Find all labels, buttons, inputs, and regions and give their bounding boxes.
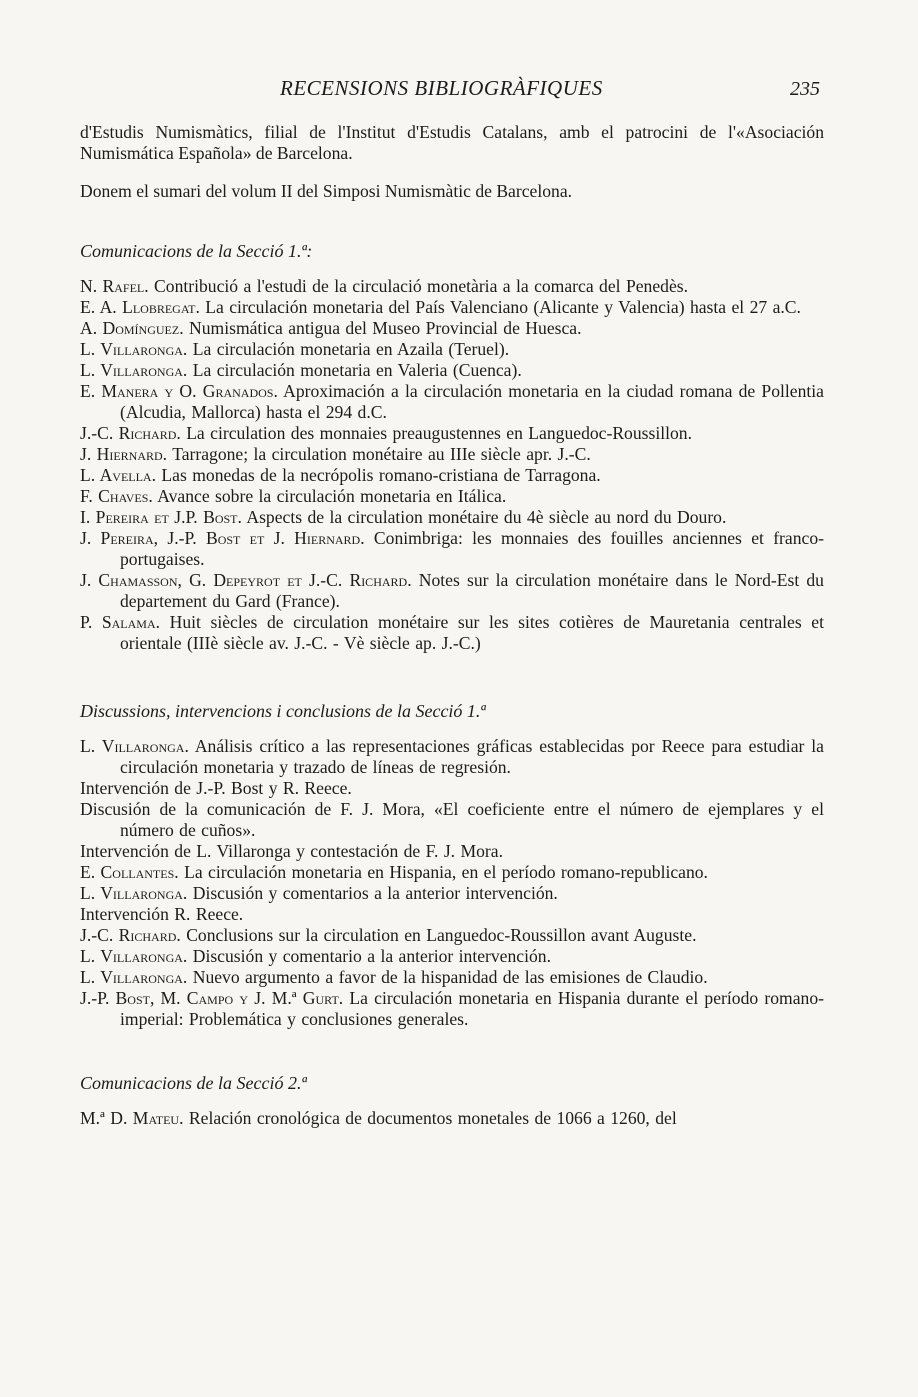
entry-title: Aspects de la circulation monétaire du 4è siècle au nord du Douro. bbox=[246, 507, 727, 527]
bibliography-entry bbox=[80, 507, 824, 528]
entry-author: A. Domínguez. bbox=[80, 318, 184, 338]
entry-author: N. Rafel. bbox=[80, 276, 149, 296]
bibliography-entry bbox=[80, 612, 824, 654]
entry-author: P. Salama. bbox=[80, 612, 161, 632]
bibliography-entry bbox=[80, 883, 824, 904]
entry-author: M.ª D. Mateu. bbox=[80, 1108, 184, 1128]
section3-entries bbox=[80, 1108, 824, 1129]
entry-title: Intervención de J.-P. Bost y R. Reece. bbox=[80, 778, 352, 798]
entry-title: Huit siècles de circulation monétaire sur les sites cotières de Mauretania centrales et orientale (IIIè siècle av. J.-C. - Vè siècle ap. J.-C.) bbox=[120, 612, 825, 653]
bibliography-entry bbox=[80, 988, 824, 1030]
entry-author: J. Chamasson, G. Depeyrot et J.-C. Richard. bbox=[80, 570, 412, 590]
entry-title: Notes sur la circulation monétaire dans le Nord-Est du departement du Gard (France). bbox=[120, 570, 824, 611]
section1-entries bbox=[80, 276, 824, 654]
entry-title: Avance sobre la circulación monetaria en Itálica. bbox=[157, 486, 507, 506]
summary-note: Donem el sumari del volum II del Simposi Numismàtic de Barcelona. bbox=[80, 181, 573, 201]
section-heading-3: Comunicacions de la Secció 2.ª bbox=[80, 1073, 307, 1093]
entry-title: Discusión de la comunicación de F. J. Mora, «El coeficiente entre el número de ejemplares y el número de cuños». bbox=[80, 799, 824, 840]
entry-title: Conclusions sur la circulation en Languedoc-Roussillon avant Auguste. bbox=[186, 925, 697, 945]
entry-author: L. Villaronga. bbox=[80, 883, 188, 903]
entry-title: Análisis crítico a las representaciones gráficas establecidas por Reece para estudiar la circulación monetaria y trazado de líneas de regresión. bbox=[120, 736, 824, 777]
entry-title: Numismática antigua del Museo Provincial de Huesca. bbox=[189, 318, 582, 338]
bibliography-entry bbox=[80, 946, 824, 967]
bibliography-entry bbox=[80, 778, 824, 799]
bibliography-entry bbox=[80, 736, 824, 778]
entry-author: L. Villaronga. bbox=[80, 946, 188, 966]
section2-entries bbox=[80, 736, 824, 1030]
section-heading-1: Comunicacions de la Secció 1.ª: bbox=[80, 241, 313, 261]
entry-author: J. Hiernard. bbox=[80, 444, 168, 464]
entry-title: Relación cronológica de documentos monetales de 1066 a 1260, del bbox=[188, 1108, 677, 1128]
bibliography-entry bbox=[80, 297, 824, 318]
entry-title: Conimbriga: les monnaies des fouilles anciennes et franco-portugaises. bbox=[120, 528, 824, 569]
entry-author: L. Villaronga. bbox=[80, 360, 188, 380]
bibliography-entry bbox=[80, 444, 824, 465]
entry-title: La circulación monetaria del País Valenciano (Alicante y Valencia) hasta el 27 a.C. bbox=[205, 297, 801, 317]
entry-title: Tarragone; la circulation monétaire au IIIe siècle apr. J.-C. bbox=[172, 444, 591, 464]
bibliography-entry bbox=[80, 925, 824, 946]
bibliography-entry bbox=[80, 862, 824, 883]
bibliography-entry bbox=[80, 799, 824, 841]
entry-author: L. Villaronga. bbox=[80, 339, 188, 359]
bibliography-entry bbox=[80, 841, 824, 862]
bibliography-entry bbox=[80, 1108, 824, 1129]
entry-author: I. Pereira et J.P. Bost. bbox=[80, 507, 242, 527]
bibliography-entry bbox=[80, 967, 824, 988]
running-title: RECENSIONS BIBLIOGRÀFIQUES bbox=[280, 76, 603, 100]
entry-title: Intervención R. Reece. bbox=[80, 904, 244, 924]
entry-title: La circulación monetaria en Hispania, en el período romano-republicano. bbox=[184, 862, 708, 882]
page-number: 235 bbox=[790, 78, 820, 100]
bibliography-entry bbox=[80, 486, 824, 507]
page-content bbox=[80, 122, 824, 1129]
entry-author: L. Villaronga. bbox=[80, 736, 189, 756]
entry-author: E. Collantes. bbox=[80, 862, 179, 882]
bibliography-entry bbox=[80, 465, 824, 486]
entry-title: La circulación monetaria en Azaila (Teruel). bbox=[192, 339, 510, 359]
entry-title: Nuevo argumento a favor de la hispanidad de las emisiones de Claudio. bbox=[192, 967, 708, 987]
entry-title: Las monedas de la necrópolis romano-cristiana de Tarragona. bbox=[161, 465, 601, 485]
bibliography-entry bbox=[80, 423, 824, 444]
entry-title: La circulación monetaria en Hispania durante el período romano-imperial: Problemática y conclusiones generales. bbox=[120, 988, 824, 1029]
entry-title: Discusión y comentario a la anterior intervención. bbox=[192, 946, 551, 966]
entry-title: Intervención de L. Villaronga y contestación de F. J. Mora. bbox=[80, 841, 503, 861]
section-heading-2: Discussions, intervencions i conclusions de la Secció 1.ª bbox=[80, 701, 486, 721]
running-header bbox=[0, 76, 918, 106]
entry-author: J.-C. Richard. bbox=[80, 423, 181, 443]
entry-title: La circulación monetaria en Valeria (Cuenca). bbox=[192, 360, 522, 380]
entry-title: La circulation des monnaies preaugustennes en Languedoc-Roussillon. bbox=[186, 423, 693, 443]
bibliography-entry bbox=[80, 360, 824, 381]
entry-author: L. Avella. bbox=[80, 465, 156, 485]
entry-title: Discusión y comentarios a la anterior intervención. bbox=[192, 883, 558, 903]
bibliography-entry bbox=[80, 318, 824, 339]
bibliography-entry bbox=[80, 339, 824, 360]
bibliography-entry bbox=[80, 528, 824, 570]
bibliography-entry bbox=[80, 570, 824, 612]
entry-author: L. Villaronga. bbox=[80, 967, 188, 987]
entry-author: J. Pereira, J.-P. Bost et J. Hiernard. bbox=[80, 528, 365, 548]
entry-title: Aproximación a la circulación monetaria en la ciudad romana de Pollentia (Alcudia, Mallorca) hasta el 294 d.C. bbox=[120, 381, 824, 422]
bibliography-entry bbox=[80, 904, 824, 925]
entry-author: J.-C. Richard. bbox=[80, 925, 181, 945]
entry-author: F. Chaves. bbox=[80, 486, 153, 506]
entry-title: Contribució a l'estudi de la circulació monetària a la comarca del Penedès. bbox=[154, 276, 688, 296]
bibliography-entry bbox=[80, 381, 824, 423]
intro-paragraph: d'Estudis Numismàtics, filial de l'Institut d'Estudis Catalans, amb el patrocini de l'«Asociación Numismática Española» de Barcelona. bbox=[80, 122, 824, 163]
entry-author: E. A. Llobregat. bbox=[80, 297, 200, 317]
entry-author: E. Manera y O. Granados. bbox=[80, 381, 278, 401]
entry-author: J.-P. Bost, M. Campo y J. M.ª Gurt. bbox=[80, 988, 344, 1008]
bibliography-entry bbox=[80, 276, 824, 297]
